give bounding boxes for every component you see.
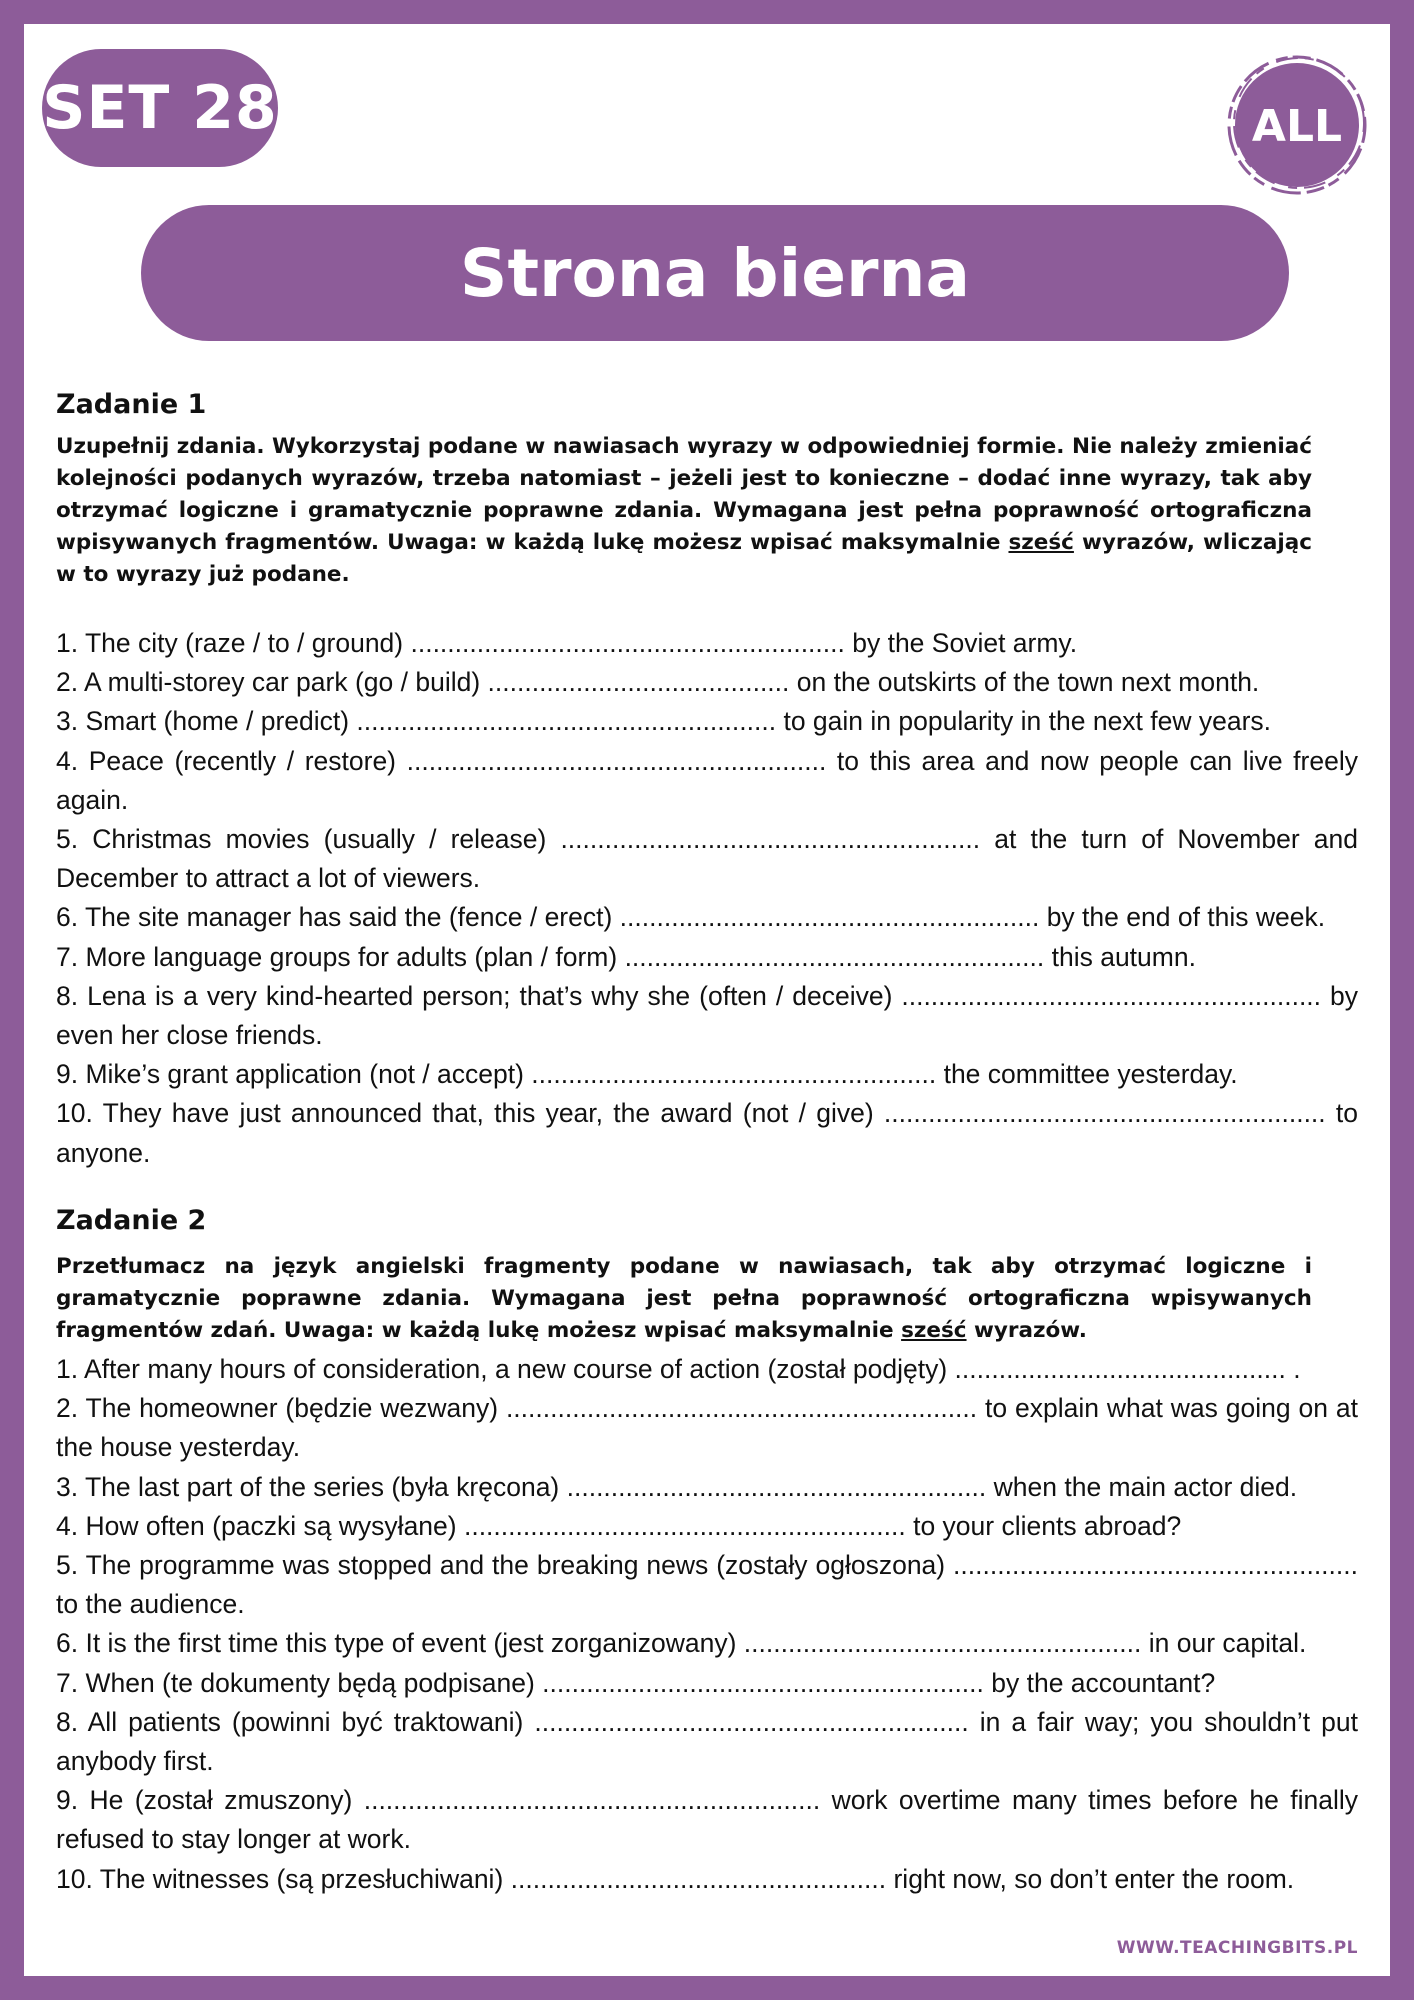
task1-instruction-text: Uzupełnij zdania. Wykorzystaj podane w nawiasach wyrazy w odpowiedniej formie. Nie należy zmieniać kolejności podanych wyrazów, trzeba natomiast – jeżeli jest to konieczne – dodać inne wyrazy, tak aby otrzymać logiczne i gramatycznie poprawne zdania. Wymagana jest pełna poprawność ortograficzna wpisywanych fragmentów. Uwaga: w każdą lukę możesz wpisać maksymalnie: [56, 434, 1312, 555]
task2-item: 5. The programme was stopped and the breaking news (zostały ogłoszona) ....................................................... to the audience.: [56, 1550, 1358, 1620]
task2-item: 9. He (został zmuszony) .............................................................. work overtime many times before he finally refused to stay longer at work.: [56, 1785, 1358, 1855]
task1-item: 6. The site manager has said the (fence / erect) ......................................................... by the end of this week.: [56, 902, 1326, 933]
task2-item: 8. All patients (powinni być traktowani) ........................................................... in a fair way; you shouldn’t put anybody first.: [56, 1706, 1358, 1777]
task1-item: 5. Christmas movies (usually / release) ......................................................... at the turn of November and December to attract a lot of viewers.: [56, 824, 1358, 894]
set-badge: [42, 49, 278, 167]
title-banner: [141, 205, 1289, 341]
task1-heading: Zadanie 1: [56, 389, 207, 420]
task1-item: 2. A multi-storey car park (go / build) ......................................... on the outskirts of the town next month.: [56, 667, 1260, 698]
task1-item: 8. Lena is a very kind-hearted person; that’s why she (often / deceive) ......................................................... by even her close friends.: [56, 980, 1358, 1051]
task1-item: 3. Smart (home / predict) ......................................................... to gain in popularity in the next few years.: [56, 706, 1272, 737]
task1-item: 1. The city (raze / to / ground) ........................................................... by the Soviet army.: [56, 628, 1078, 658]
task2-item: 7. When (te dokumenty będą podpisane) ............................................................ by the accountant?: [56, 1667, 1216, 1698]
task1-instruction: [56, 431, 1312, 591]
footer-url: WWW.TEACHINGBITS.PL: [1116, 1938, 1358, 1958]
task1-item: 4. Peace (recently / restore) ......................................................... to this area and now people can live freely again.: [56, 745, 1358, 815]
task2-instruction-emphasis: sześć: [901, 1318, 967, 1343]
task2-instruction: [56, 1251, 1312, 1347]
task2-heading: Zadanie 2: [56, 1205, 207, 1236]
task2-item: 3. The last part of the series (była kręcona) ......................................................... when the main actor died.: [56, 1471, 1298, 1502]
task2-instruction-text: Przetłumacz na język angielski fragmenty podane w nawiasach, tak aby otrzymać logiczne i gramatycznie poprawne zdania. Wymagana jest pełna poprawność ortograficzna wpisywanych fragmentów zdań. Uwaga: w każdą lukę możesz wpisać maksymalnie: [56, 1254, 1312, 1343]
task2-item: 10. The witnesses (są przesłuchiwani) ................................................... right now, so don’t enter the room.: [56, 1863, 1295, 1894]
page-title: Strona bierna: [459, 234, 971, 312]
set-label: SET 28: [42, 73, 278, 143]
logo-text: ALL: [1251, 101, 1343, 152]
all-logo-icon: [1226, 54, 1368, 196]
task2-item: 6. It is the first time this type of event (jest zorganizowany) ...................................................... in our capital.: [56, 1628, 1307, 1659]
task1-item: 10. They have just announced that, this year, the award (not / give) ............................................................ to anyone.: [56, 1098, 1358, 1168]
task1-instruction-emphasis: sześć: [1008, 530, 1074, 555]
task1-instruction-tail: wyrazów, wliczając w to wyrazy już podane.: [56, 530, 1312, 587]
task2-instruction-tail: wyrazów.: [966, 1318, 1087, 1343]
worksheet-page: [24, 24, 1390, 1976]
task2-item: 4. How often (paczki są wysyłane) ............................................................ to your clients abroad?: [56, 1510, 1182, 1541]
task2-list: [56, 1350, 1358, 1899]
task1-item: 7. More language groups for adults (plan / form) ......................................................... this autumn.: [56, 941, 1196, 972]
task1-list: [56, 624, 1358, 1173]
task2-item: 1. After many hours of consideration, a new course of action (został podjęty) ............................................. .: [56, 1354, 1301, 1384]
task1-item: 9. Mike’s grant application (not / accept) ....................................................... the committee yesterday.: [56, 1059, 1238, 1090]
task2-item: 2. The homeowner (będzie wezwany) ................................................................ to explain what was going on at the house yesterday.: [56, 1393, 1358, 1463]
